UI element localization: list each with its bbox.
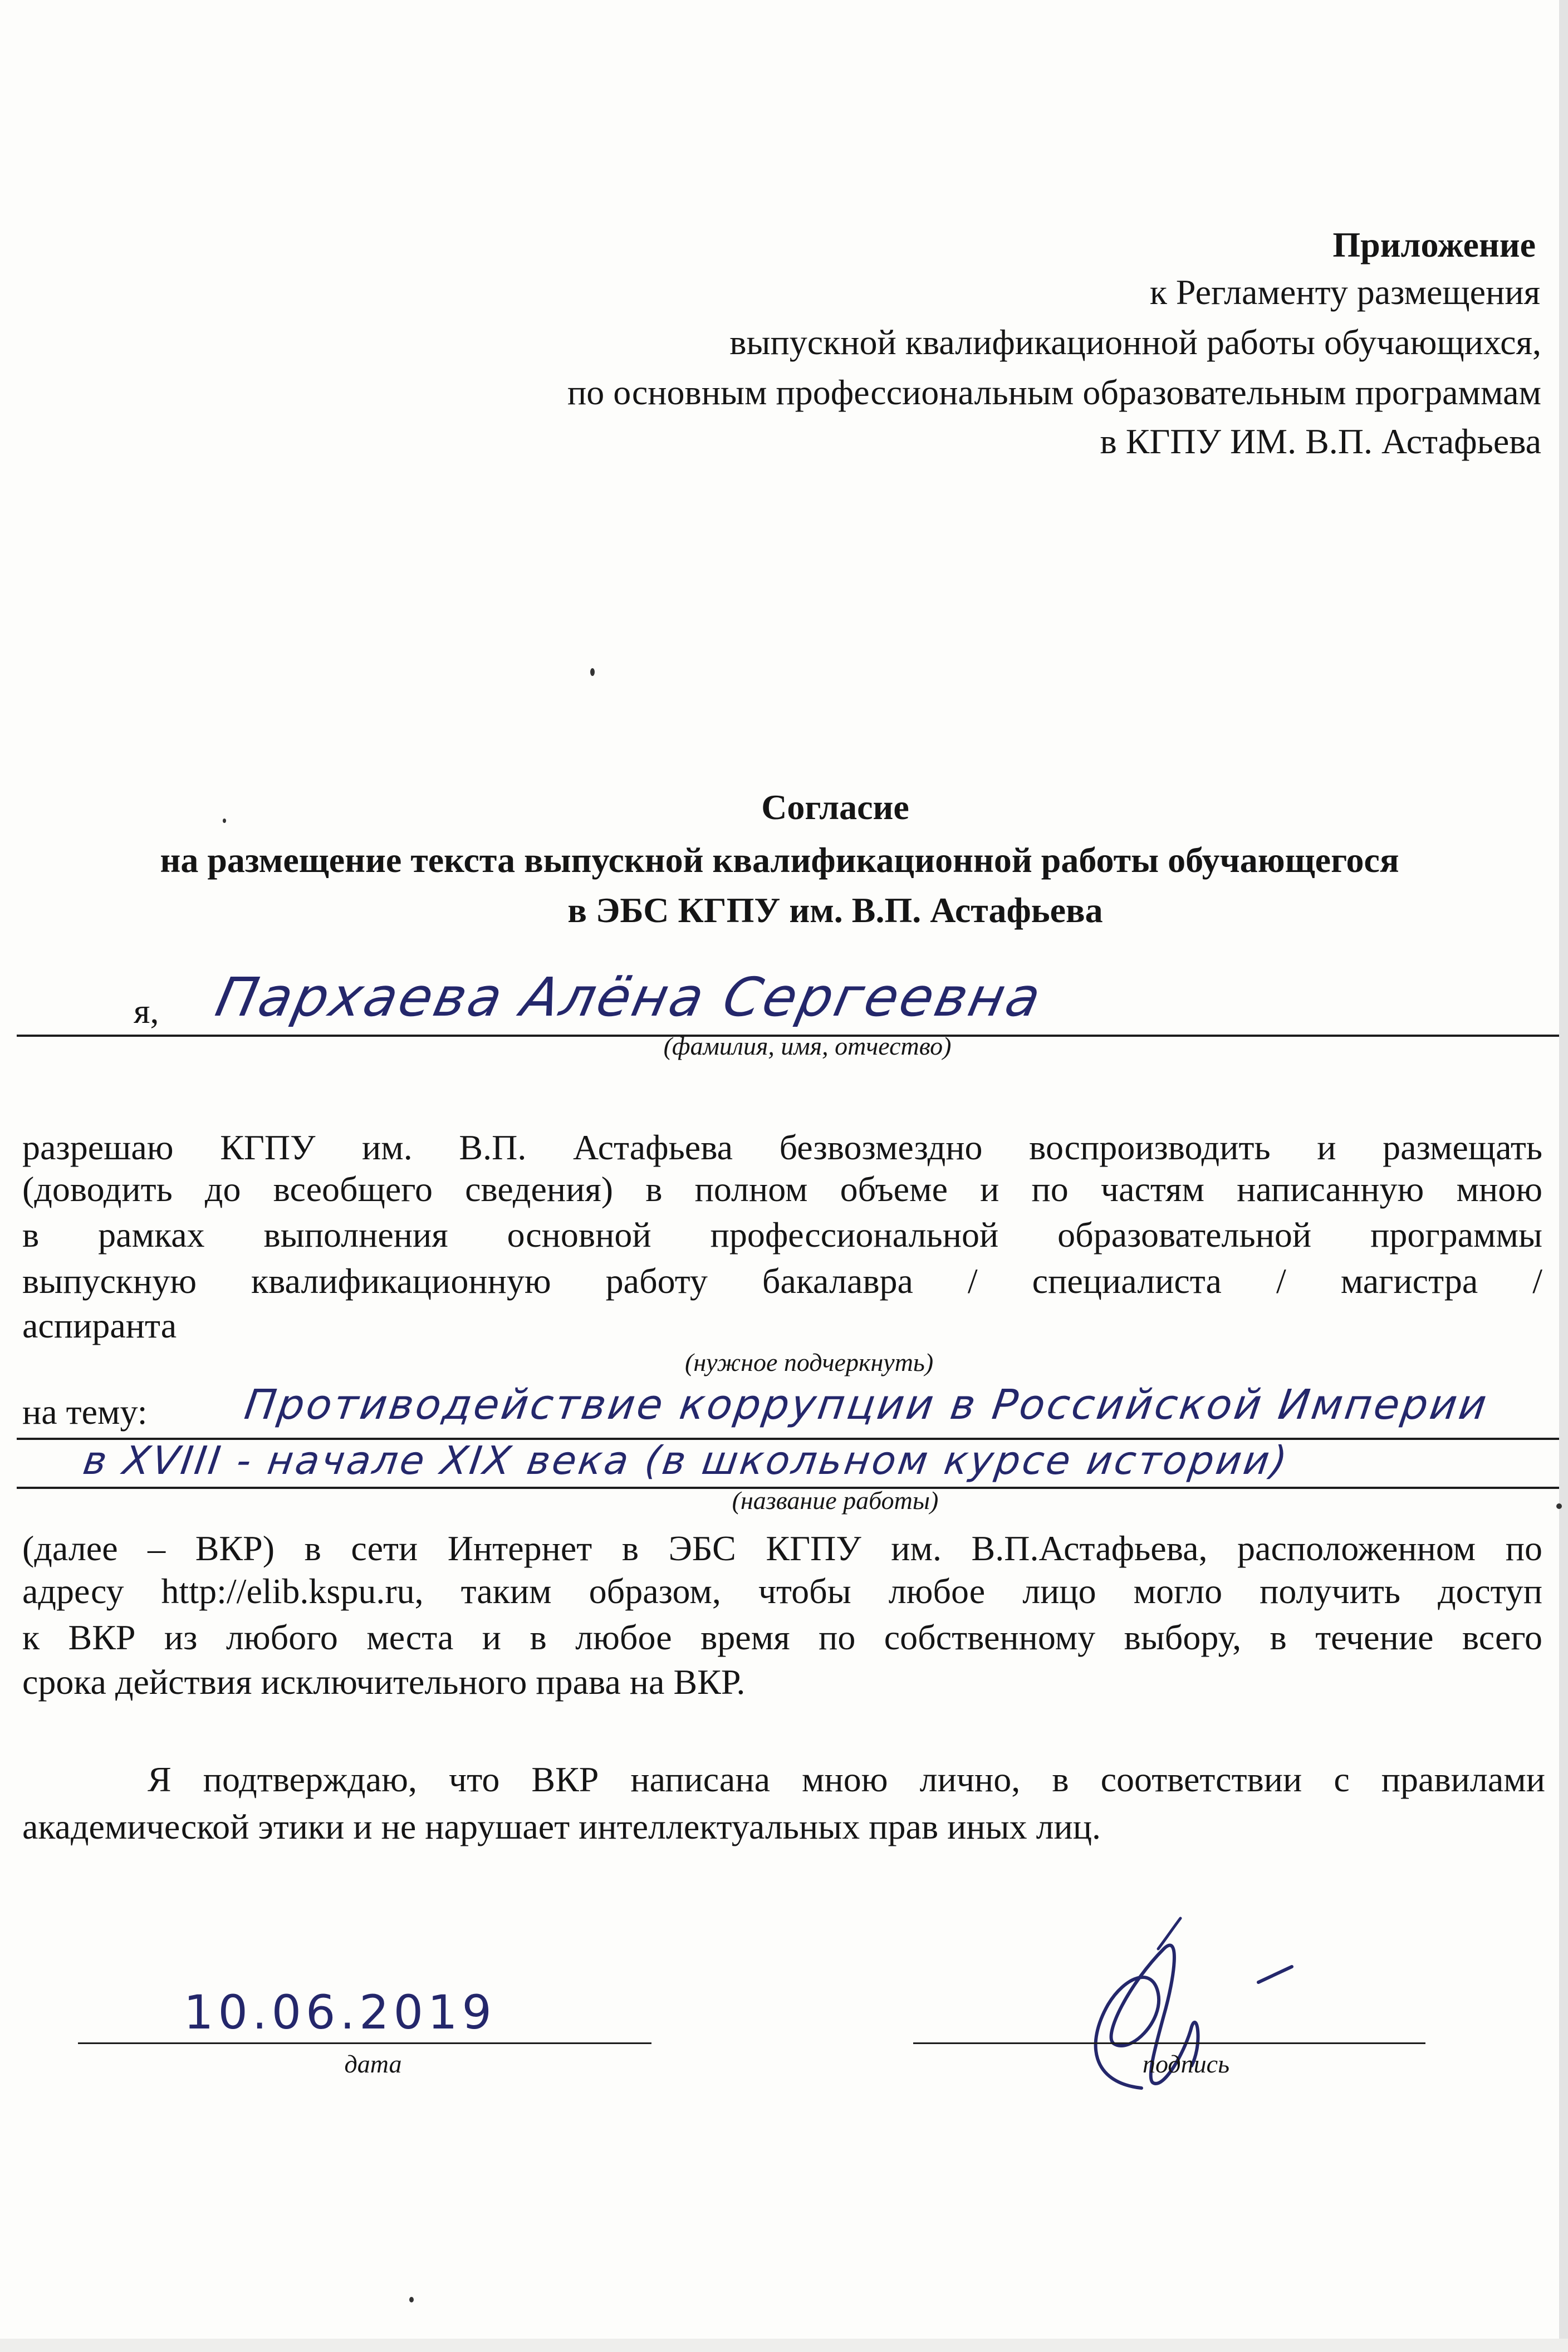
consent-title: Согласие [761,787,909,827]
permission-line-1: разрешаю КГПУ им. В.П. Астафьева безвозмездно воспроизводить и размещать [22,1128,1542,1167]
topic-handwritten-line-2: в XVIII - начале XIX века (в школьном курсе истории) [80,1438,1292,1483]
permission-line-5: аспиранта [22,1306,177,1345]
date-caption: дата [344,2050,402,2078]
consent-subtitle-1: на размещение текста выпускной квалификационной работы обучающегося [160,840,1399,880]
name-prefix: я, [134,991,159,1031]
terms-line-4: срока действия исключительного права на ВКР. [22,1662,746,1702]
confirm-line-1: Я подтверждаю, что ВКР написана мною лично, в соответствии с правилами [148,1760,1545,1799]
appendix-title: Приложение [1332,225,1536,264]
topic-caption: (название работы) [732,1486,939,1515]
header-line-4: в КГПУ ИМ. В.П. Астафьева [1100,422,1541,461]
signature-caption: подпись [1142,2050,1229,2078]
terms-line-2: адресу http://elib.kspu.ru, таким образом, чтобы любое лицо могло получить доступ [22,1571,1542,1611]
header-line-3: по основным профессиональным образовательным программам [567,373,1541,412]
header-line-2: выпускной квалификационной работы обучающихся, [729,322,1541,362]
permission-line-4: выпускную квалификационную работу бакалавра / специалиста / магистра / [22,1261,1542,1301]
terms-line-3: к ВКР из любого места и в любое время по собственному выбору, в течение всего [22,1618,1542,1657]
topic-handwritten-line-1: Противодействие коррупции в Российской Империи [241,1381,1492,1429]
scan-speck [409,2297,414,2302]
permission-line-3: в рамках выполнения основной профессиональной образовательной программы [22,1215,1542,1255]
confirm-line-2: академической этики и не нарушает интеллектуальных прав иных лиц. [22,1807,1101,1846]
signature-underline [913,2042,1425,2044]
scan-speck [223,819,226,823]
topic-label: на тему: [22,1392,148,1432]
name-caption: (фамилия, имя, отчество) [663,1032,952,1060]
permission-line-2: (доводить до всеобщего сведения) в полном объеме и по частям написанную мною [22,1169,1542,1209]
name-handwritten: Пархаева Алёна Сергеевна [210,966,1048,1028]
terms-line-1: (далее – ВКР) в сети Интернет в ЭБС КГПУ им. В.П.Астафьева, расположенном по [22,1528,1542,1568]
scan-edge-bottom [0,2339,1568,2352]
header-line-1: к Регламенту размещения [1149,272,1540,312]
scan-speck [590,668,595,676]
date-underline [78,2042,651,2044]
scan-edge-right [1559,0,1568,2352]
consent-subtitle-2: в ЭБС КГПУ им. В.П. Астафьева [567,890,1103,930]
date-handwritten: 10.06.2019 [184,1985,496,2040]
scan-speck [1556,1503,1562,1509]
underline-caption: (нужное подчеркнуть) [685,1348,934,1376]
